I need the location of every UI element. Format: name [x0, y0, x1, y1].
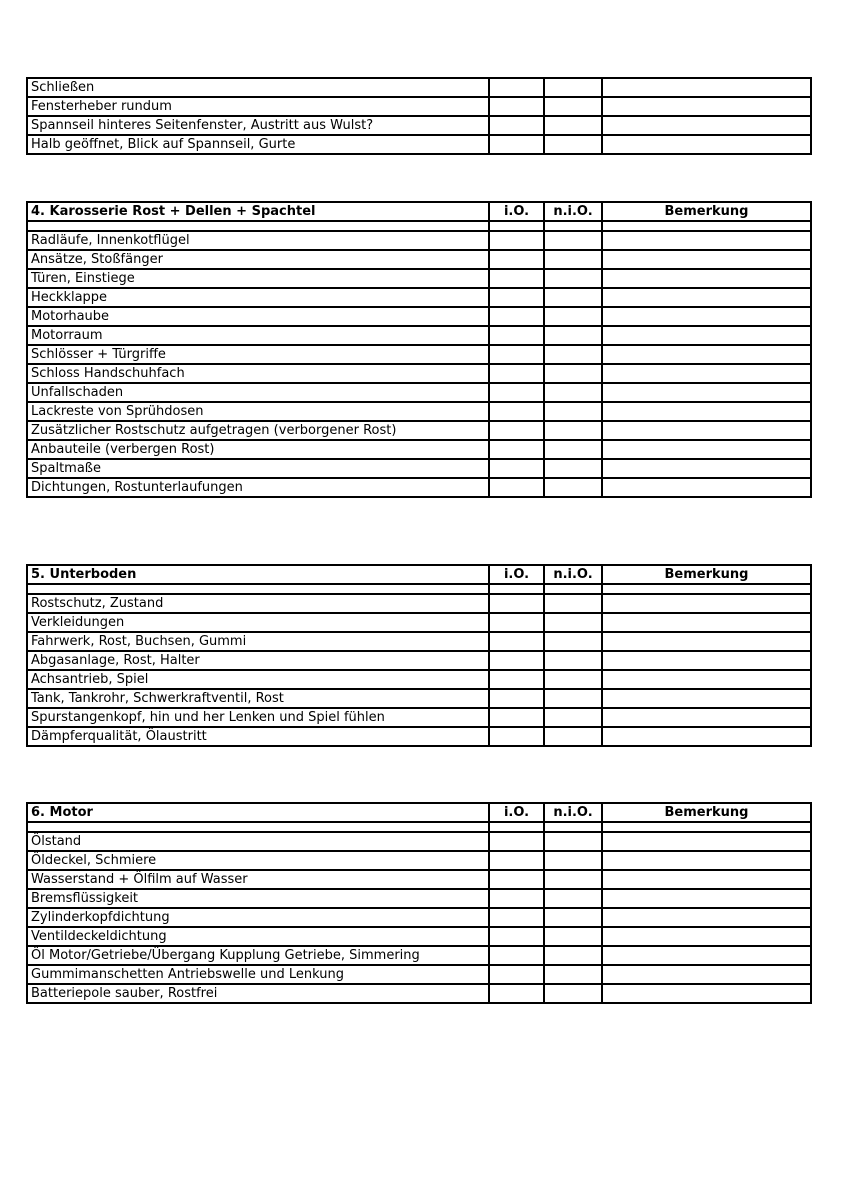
table-row: [27, 97, 811, 116]
check-item-label: Schloss Handschuhfach: [27, 364, 489, 383]
check-item-label: Zylinderkopfdichtung: [27, 908, 489, 927]
io-cell[interactable]: [489, 421, 544, 440]
section-title: 6. Motor: [27, 803, 489, 822]
remark-cell[interactable]: [602, 478, 811, 497]
io-cell[interactable]: [489, 231, 544, 250]
table-body: [27, 832, 811, 1003]
remark-cell[interactable]: [602, 116, 811, 135]
nio-cell[interactable]: [544, 851, 602, 870]
remark-cell[interactable]: [602, 459, 811, 478]
io-cell[interactable]: [489, 984, 544, 1003]
table-row: [27, 946, 811, 965]
nio-cell[interactable]: [544, 402, 602, 421]
checklist-table-continued: [26, 77, 812, 155]
io-cell[interactable]: [489, 613, 544, 632]
nio-cell[interactable]: [544, 78, 602, 97]
remark-cell[interactable]: [602, 231, 811, 250]
io-cell[interactable]: [489, 250, 544, 269]
column-header-nio: n.i.O.: [544, 565, 602, 584]
table-row: [27, 459, 811, 478]
nio-cell[interactable]: [544, 383, 602, 402]
check-item-label: Rostschutz, Zustand: [27, 594, 489, 613]
column-header-nio: n.i.O.: [544, 803, 602, 822]
nio-cell[interactable]: [544, 927, 602, 946]
io-cell[interactable]: [489, 383, 544, 402]
remark-cell[interactable]: [602, 440, 811, 459]
check-item-label: Schließen: [27, 78, 489, 97]
check-item-label: Öldeckel, Schmiere: [27, 851, 489, 870]
remark-cell[interactable]: [602, 946, 811, 965]
remark-cell[interactable]: [602, 689, 811, 708]
nio-cell[interactable]: [544, 689, 602, 708]
check-item-label: Gummimanschetten Antriebswelle und Lenkung: [27, 965, 489, 984]
spacer-cell: [602, 584, 811, 594]
table-row: [27, 250, 811, 269]
table-row: [27, 889, 811, 908]
table-row: [27, 345, 811, 364]
nio-cell[interactable]: [544, 459, 602, 478]
checklist-table-karosserie: [26, 201, 812, 498]
remark-cell[interactable]: [602, 326, 811, 345]
nio-cell[interactable]: [544, 250, 602, 269]
io-cell[interactable]: [489, 908, 544, 927]
spacer-cell: [27, 584, 489, 594]
nio-cell[interactable]: [544, 364, 602, 383]
table-row: [27, 832, 811, 851]
remark-cell[interactable]: [602, 78, 811, 97]
io-cell[interactable]: [489, 364, 544, 383]
nio-cell[interactable]: [544, 613, 602, 632]
table-header-row: [27, 202, 811, 221]
check-item-label: Batteriepole sauber, Rostfrei: [27, 984, 489, 1003]
remark-cell[interactable]: [602, 288, 811, 307]
nio-cell[interactable]: [544, 946, 602, 965]
io-cell[interactable]: [489, 670, 544, 689]
spacer-cell: [602, 822, 811, 832]
spacer-cell: [544, 822, 602, 832]
column-header-io: i.O.: [489, 202, 544, 221]
check-item-label: Lackreste von Sprühdosen: [27, 402, 489, 421]
spacer-cell: [489, 221, 544, 231]
check-item-label: Ventildeckeldichtung: [27, 927, 489, 946]
table-row: [27, 984, 811, 1003]
table-row: [27, 478, 811, 497]
table-header-row: [27, 565, 811, 584]
remark-cell[interactable]: [602, 965, 811, 984]
nio-cell[interactable]: [544, 135, 602, 154]
header-spacer-row: [27, 822, 811, 832]
io-cell[interactable]: [489, 870, 544, 889]
column-header-io: i.O.: [489, 803, 544, 822]
remark-cell[interactable]: [602, 402, 811, 421]
spacer-cell: [489, 822, 544, 832]
io-cell[interactable]: [489, 78, 544, 97]
column-header-remark: Bemerkung: [602, 202, 811, 221]
table-row: [27, 364, 811, 383]
table-row: [27, 632, 811, 651]
check-item-label: Türen, Einstiege: [27, 269, 489, 288]
nio-cell[interactable]: [544, 326, 602, 345]
table-row: [27, 651, 811, 670]
nio-cell[interactable]: [544, 269, 602, 288]
table-row: [27, 402, 811, 421]
nio-cell[interactable]: [544, 307, 602, 326]
nio-cell[interactable]: [544, 727, 602, 746]
io-cell[interactable]: [489, 727, 544, 746]
section-title: 5. Unterboden: [27, 565, 489, 584]
spacer-cell: [489, 584, 544, 594]
check-item-label: Zusätzlicher Rostschutz aufgetragen (verborgener Rost): [27, 421, 489, 440]
check-item-label: Schlösser + Türgriffe: [27, 345, 489, 364]
io-cell[interactable]: [489, 307, 544, 326]
table-row: [27, 908, 811, 927]
nio-cell[interactable]: [544, 889, 602, 908]
table-row: [27, 594, 811, 613]
remark-cell[interactable]: [602, 927, 811, 946]
table-body: [27, 594, 811, 746]
remark-cell[interactable]: [602, 383, 811, 402]
remark-cell[interactable]: [602, 364, 811, 383]
table-row: [27, 440, 811, 459]
nio-cell[interactable]: [544, 288, 602, 307]
io-cell[interactable]: [489, 965, 544, 984]
check-item-label: Ansätze, Stoßfänger: [27, 250, 489, 269]
table-row: [27, 231, 811, 250]
remark-cell[interactable]: [602, 908, 811, 927]
column-header-remark: Bemerkung: [602, 803, 811, 822]
table-row: [27, 670, 811, 689]
check-item-label: Ölstand: [27, 832, 489, 851]
table-row: [27, 421, 811, 440]
table-row: [27, 727, 811, 746]
check-item-label: Tank, Tankrohr, Schwerkraftventil, Rost: [27, 689, 489, 708]
check-item-label: Achsantrieb, Spiel: [27, 670, 489, 689]
check-item-label: Fensterheber rundum: [27, 97, 489, 116]
table-row: [27, 965, 811, 984]
io-cell[interactable]: [489, 594, 544, 613]
remark-cell[interactable]: [602, 727, 811, 746]
io-cell[interactable]: [489, 440, 544, 459]
spacer-cell: [27, 221, 489, 231]
check-item-label: Unfallschaden: [27, 383, 489, 402]
io-cell[interactable]: [489, 97, 544, 116]
nio-cell[interactable]: [544, 870, 602, 889]
table-row: [27, 307, 811, 326]
check-item-label: Halb geöffnet, Blick auf Spannseil, Gurte: [27, 135, 489, 154]
io-cell[interactable]: [489, 927, 544, 946]
column-header-remark: Bemerkung: [602, 565, 811, 584]
spacer-cell: [27, 822, 489, 832]
table-body: [27, 231, 811, 497]
column-header-io: i.O.: [489, 565, 544, 584]
nio-cell[interactable]: [544, 965, 602, 984]
spacer-cell: [602, 221, 811, 231]
remark-cell[interactable]: [602, 870, 811, 889]
check-item-label: Bremsflüssigkeit: [27, 889, 489, 908]
check-item-label: Abgasanlage, Rost, Halter: [27, 651, 489, 670]
nio-cell[interactable]: [544, 440, 602, 459]
remark-cell[interactable]: [602, 832, 811, 851]
io-cell[interactable]: [489, 402, 544, 421]
io-cell[interactable]: [489, 116, 544, 135]
io-cell[interactable]: [489, 478, 544, 497]
remark-cell[interactable]: [602, 135, 811, 154]
table-row: [27, 135, 811, 154]
table-row: [27, 708, 811, 727]
section-title: 4. Karosserie Rost + Dellen + Spachtel: [27, 202, 489, 221]
remark-cell[interactable]: [602, 97, 811, 116]
io-cell[interactable]: [489, 946, 544, 965]
checklist-table-unterboden: [26, 564, 812, 747]
remark-cell[interactable]: [602, 851, 811, 870]
table-body: [27, 78, 811, 154]
nio-cell[interactable]: [544, 116, 602, 135]
spacer-cell: [544, 584, 602, 594]
io-cell[interactable]: [489, 632, 544, 651]
io-cell[interactable]: [489, 326, 544, 345]
check-item-label: Anbauteile (verbergen Rost): [27, 440, 489, 459]
remark-cell[interactable]: [602, 632, 811, 651]
table-row: [27, 288, 811, 307]
io-cell[interactable]: [489, 889, 544, 908]
remark-cell[interactable]: [602, 250, 811, 269]
nio-cell[interactable]: [544, 231, 602, 250]
check-item-label: Fahrwerk, Rost, Buchsen, Gummi: [27, 632, 489, 651]
check-item-label: Dichtungen, Rostunterlaufungen: [27, 478, 489, 497]
remark-cell[interactable]: [602, 421, 811, 440]
column-header-nio: n.i.O.: [544, 202, 602, 221]
header-spacer-row: [27, 584, 811, 594]
nio-cell[interactable]: [544, 651, 602, 670]
remark-cell[interactable]: [602, 613, 811, 632]
table-row: [27, 613, 811, 632]
table-row: [27, 78, 811, 97]
io-cell[interactable]: [489, 345, 544, 364]
remark-cell[interactable]: [602, 345, 811, 364]
check-item-label: Spaltmaße: [27, 459, 489, 478]
spacer-cell: [544, 221, 602, 231]
nio-cell[interactable]: [544, 832, 602, 851]
table-row: [27, 269, 811, 288]
check-item-label: Dämpferqualität, Ölaustritt: [27, 727, 489, 746]
table-row: [27, 116, 811, 135]
nio-cell[interactable]: [544, 708, 602, 727]
table-row: [27, 927, 811, 946]
io-cell[interactable]: [489, 651, 544, 670]
remark-cell[interactable]: [602, 984, 811, 1003]
check-item-label: Heckklappe: [27, 288, 489, 307]
io-cell[interactable]: [489, 708, 544, 727]
io-cell[interactable]: [489, 135, 544, 154]
check-item-label: Motorhaube: [27, 307, 489, 326]
header-spacer-row: [27, 221, 811, 231]
io-cell[interactable]: [489, 459, 544, 478]
nio-cell[interactable]: [544, 345, 602, 364]
table-header-row: [27, 803, 811, 822]
nio-cell[interactable]: [544, 97, 602, 116]
io-cell[interactable]: [489, 689, 544, 708]
remark-cell[interactable]: [602, 670, 811, 689]
check-item-label: Spannseil hinteres Seitenfenster, Austritt aus Wulst?: [27, 116, 489, 135]
nio-cell[interactable]: [544, 594, 602, 613]
check-item-label: Verkleidungen: [27, 613, 489, 632]
remark-cell[interactable]: [602, 307, 811, 326]
nio-cell[interactable]: [544, 421, 602, 440]
table-row: [27, 689, 811, 708]
check-item-label: Motorraum: [27, 326, 489, 345]
nio-cell[interactable]: [544, 908, 602, 927]
check-item-label: Öl Motor/Getriebe/Übergang Kupplung Getriebe, Simmering: [27, 946, 489, 965]
check-item-label: Radläufe, Innenkotflügel: [27, 231, 489, 250]
nio-cell[interactable]: [544, 478, 602, 497]
table-row: [27, 870, 811, 889]
table-row: [27, 383, 811, 402]
io-cell[interactable]: [489, 832, 544, 851]
table-row: [27, 851, 811, 870]
remark-cell[interactable]: [602, 651, 811, 670]
remark-cell[interactable]: [602, 594, 811, 613]
io-cell[interactable]: [489, 269, 544, 288]
remark-cell[interactable]: [602, 889, 811, 908]
io-cell[interactable]: [489, 851, 544, 870]
remark-cell[interactable]: [602, 708, 811, 727]
check-item-label: Wasserstand + Ölfilm auf Wasser: [27, 870, 489, 889]
nio-cell[interactable]: [544, 670, 602, 689]
io-cell[interactable]: [489, 288, 544, 307]
remark-cell[interactable]: [602, 269, 811, 288]
nio-cell[interactable]: [544, 984, 602, 1003]
checklist-table-motor: [26, 802, 812, 1004]
nio-cell[interactable]: [544, 632, 602, 651]
check-item-label: Spurstangenkopf, hin und her Lenken und Spiel fühlen: [27, 708, 489, 727]
table-row: [27, 326, 811, 345]
